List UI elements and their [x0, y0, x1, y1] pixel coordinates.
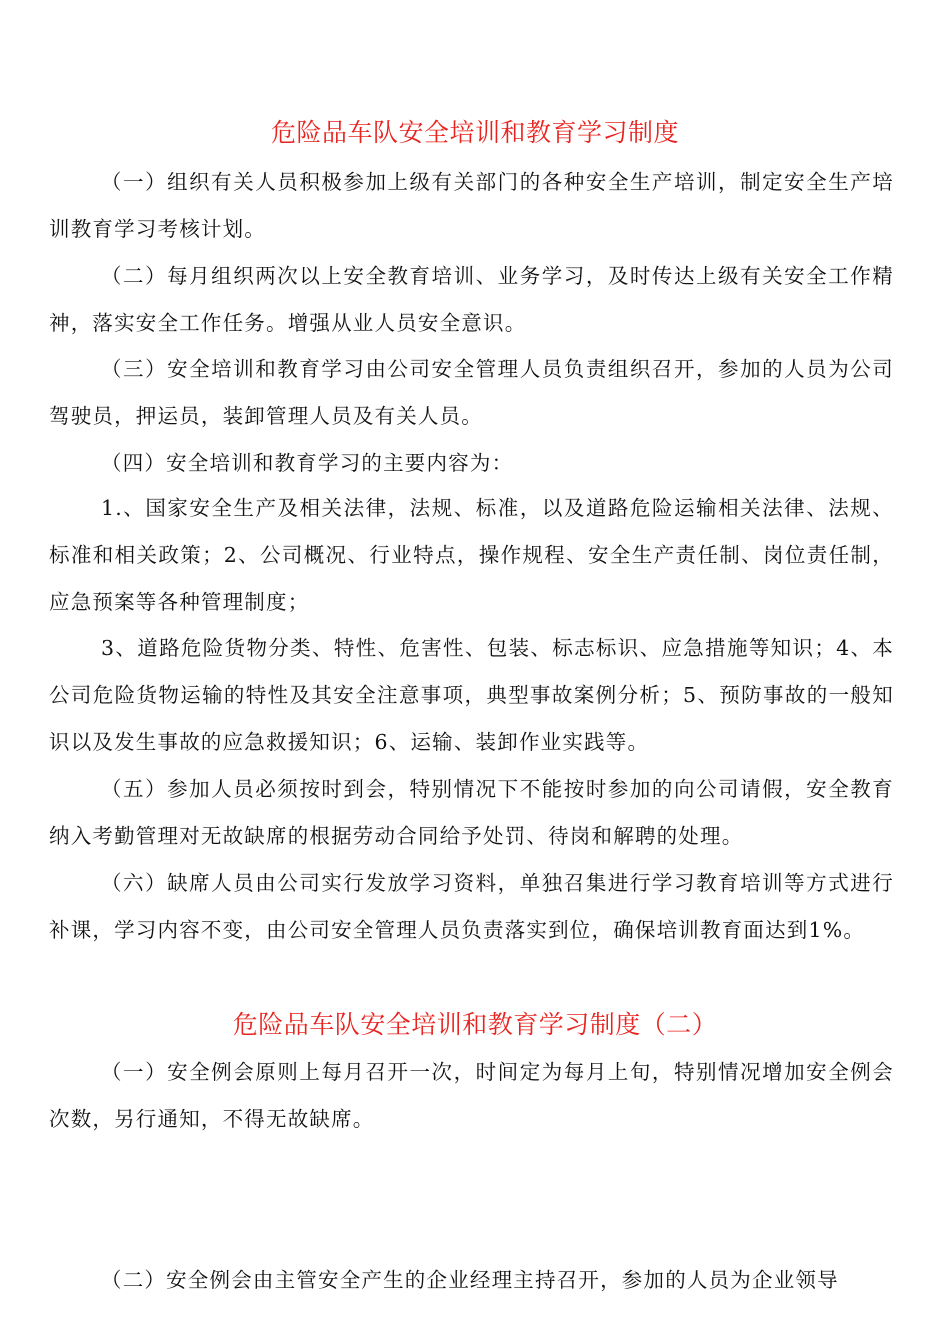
paragraph-3: （三）安全培训和教育学习由公司安全管理人员负责组织召开，参加的人员为公司驾驶员，押运员，装卸管理人员及有关人员。 [49, 357, 894, 428]
paragraph-4: （四）安全培训和教育学习的主要内容为： [101, 451, 514, 475]
paragraph-10: （二）安全例会由主管安全产生的企业经理主持召开，参加的人员为企业领导 [101, 1268, 839, 1292]
document-title: 危险品车队安全培训和教育学习制度 [270, 118, 679, 147]
paragraph-6: 3、道路危险货物分类、特性、危害性、包装、标志标识、应急措施等知识；4、本公司危险货物运输的特性及其安全注意事项，典型事故案例分析；5、预防事故的一般知识以及发生事故的应急救援知识；6、运输、装卸作业实践等。 [49, 636, 894, 754]
paragraph-8: （六）缺席人员由公司实行发放学习资料，单独召集进行学习教育培训等方式进行补课，学习内容不变，由公司安全管理人员负责落实到位，确保培训教育面达到1%。 [49, 871, 894, 942]
document-title-2: 危险品车队安全培训和教育学习制度（二） [232, 1010, 718, 1039]
paragraph-7: （五）参加人员必须按时到会，特别情况下不能按时参加的向公司请假，安全教育纳入考勤管理对无故缺席的根据劳动合同给予处罚、待岗和解聘的处理。 [49, 777, 894, 848]
paragraph-9: （一）安全例会原则上每月召开一次，时间定为每月上旬，特别情况增加安全例会次数，另行通知，不得无故缺席。 [49, 1060, 894, 1131]
paragraph-5: 1.、国家安全生产及相关法律，法规、标准，以及道路危险运输相关法律、法规、标准和相关政策；2、公司概况、行业特点，操作规程、安全生产责任制、岗位责任制，应急预案等各种管理制度； [49, 496, 894, 614]
paragraph-1: （一）组织有关人员积极参加上级有关部门的各种安全生产培训，制定安全生产培训教育学习考核计划。 [49, 170, 894, 241]
paragraph-2: （二）每月组织两次以上安全教育培训、业务学习，及时传达上级有关安全工作精神，落实安全工作任务。增强从业人员安全意识。 [49, 264, 894, 335]
